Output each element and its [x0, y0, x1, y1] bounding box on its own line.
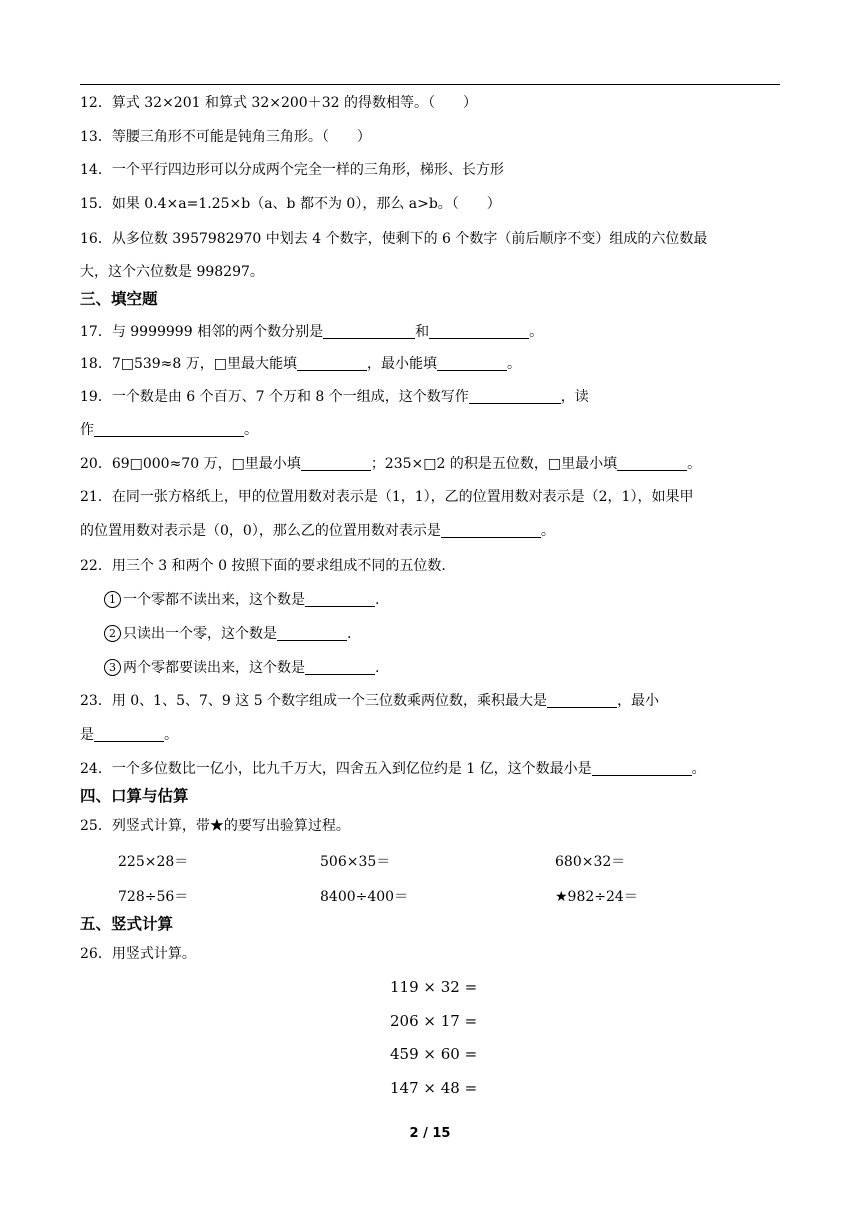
question-19-line2	[80, 421, 258, 439]
q24-text: 24．一个多位数比一亿小，比九千万大，四舍五入到亿位约是 1 亿，这个数最小是	[80, 761, 592, 777]
answer-blank[interactable]	[277, 626, 347, 641]
question-23-line2	[80, 726, 178, 744]
answer-blank[interactable]	[94, 422, 244, 437]
question-21-line1: 21．在同一张方格纸上，甲的位置用数对表示是（1，1），乙的位置用数对表示是（2，1），如果甲	[80, 489, 694, 505]
calc-item: 225×28＝	[118, 854, 189, 870]
answer-blank[interactable]	[592, 761, 692, 776]
q20-text: 20．69□000≈70 万，□里最小填	[80, 456, 301, 472]
circled-number: 3	[104, 659, 121, 676]
question-15: 15．如果 0.4×a=1.25×b（a、b 都不为 0），那么 a>b。（ ）	[80, 196, 501, 212]
q23-text: 是	[80, 727, 94, 743]
question-25: 25．列竖式计算，带★的要写出验算过程。	[80, 818, 350, 834]
q22-text: 一个零都不读出来，这个数是	[123, 592, 305, 608]
q23-text: 23．用 0、1、5、7、9 这 5 个数字组成一个三位数乘两位数，乘积最大是	[80, 693, 548, 709]
equation: 119 × 32 =	[390, 978, 478, 996]
q19-text: 。	[244, 422, 258, 438]
answer-blank[interactable]	[94, 727, 164, 742]
q21-text: 。	[540, 523, 555, 539]
question-16-line2: 大，这个六位数是 998297。	[80, 264, 264, 280]
answer-blank[interactable]	[547, 693, 617, 708]
answer-blank[interactable]	[297, 356, 367, 371]
header-rule	[80, 84, 780, 85]
section-heading-vertical-calc: 五、竖式计算	[80, 915, 174, 933]
q17-text: 和	[415, 324, 430, 340]
question-14: 14．一个平行四边形可以分成两个完全一样的三角形，梯形、长方形	[80, 162, 504, 178]
calc-item: 506×35＝	[320, 854, 391, 870]
question-22-part1	[104, 591, 379, 609]
q24-text: 。	[691, 761, 706, 777]
q22-text: .	[375, 660, 380, 676]
calc-item: ★982÷24＝	[555, 889, 638, 905]
question-16-line1: 16．从多位数 3957982970 中划去 4 个数字，使剩下的 6 个数字（前后顺序不变）组成的六位数最	[80, 231, 708, 247]
question-21-line2	[80, 522, 555, 540]
q22-text: 两个零都要读出来，这个数是	[123, 660, 305, 676]
answer-blank[interactable]	[323, 324, 415, 339]
q19-text: ，读	[560, 389, 589, 405]
q23-text: ，最小	[617, 693, 660, 709]
q22-text: .	[375, 592, 380, 608]
calc-item: 680×32＝	[555, 854, 626, 870]
q18-text: ，最小能填	[367, 356, 437, 372]
q19-text: 19．一个数是由 6 个百万、7 个万和 8 个一组成，这个数写作	[80, 389, 469, 405]
question-22-part3	[104, 659, 379, 677]
q22-text: 只读出一个零，这个数是	[123, 626, 277, 642]
q18-text: 18．7□539≈8 万，□里最大能填	[80, 356, 297, 372]
question-20	[80, 455, 701, 473]
q20-text: ；235×□2 的积是五位数，□里最小填	[370, 456, 618, 472]
q21-text: 的位置用数对表示是（0，0），那么乙的位置用数对表示是	[80, 523, 441, 539]
question-22-part2	[104, 625, 351, 643]
section-heading-fill-blank: 三、填空题	[80, 290, 158, 308]
q17-text: 。	[529, 324, 544, 340]
question-12: 12．算式 32×201 和算式 32×200＋32 的得数相等。（ ）	[80, 95, 477, 111]
question-23-line1	[80, 692, 659, 710]
q18-text: 。	[507, 356, 521, 372]
question-19-line1	[80, 388, 589, 406]
answer-blank[interactable]	[617, 456, 687, 471]
equation: 459 × 60 =	[390, 1045, 478, 1063]
page-number: 2 / 15	[409, 1126, 451, 1141]
question-22: 22．用三个 3 和两个 0 按照下面的要求组成不同的五位数.	[80, 558, 446, 574]
question-18	[80, 355, 521, 373]
circled-number: 1	[104, 591, 121, 608]
answer-blank[interactable]	[469, 389, 561, 404]
section-heading-oral-calc: 四、口算与估算	[80, 787, 189, 805]
answer-blank[interactable]	[429, 324, 529, 339]
answer-blank[interactable]	[437, 356, 507, 371]
question-26: 26．用竖式计算。	[80, 946, 196, 962]
answer-blank[interactable]	[305, 592, 375, 607]
q20-text: 。	[687, 456, 702, 472]
answer-blank[interactable]	[301, 456, 371, 471]
question-13: 13．等腰三角形不可能是钝角三角形。（ ）	[80, 129, 371, 145]
q17-text: 17．与 9999999 相邻的两个数分别是	[80, 324, 324, 340]
question-17	[80, 323, 543, 341]
q23-text: 。	[164, 727, 178, 743]
calc-item: 8400÷400＝	[320, 889, 409, 905]
equation: 206 × 17 =	[390, 1012, 478, 1030]
circled-number: 2	[104, 625, 121, 642]
answer-blank[interactable]	[441, 523, 541, 538]
answer-blank[interactable]	[305, 660, 375, 675]
q22-text: .	[347, 626, 352, 642]
calc-item: 728÷56＝	[118, 889, 189, 905]
equation: 147 × 48 =	[390, 1079, 478, 1097]
question-24	[80, 760, 706, 778]
q19-text: 作	[80, 422, 94, 438]
